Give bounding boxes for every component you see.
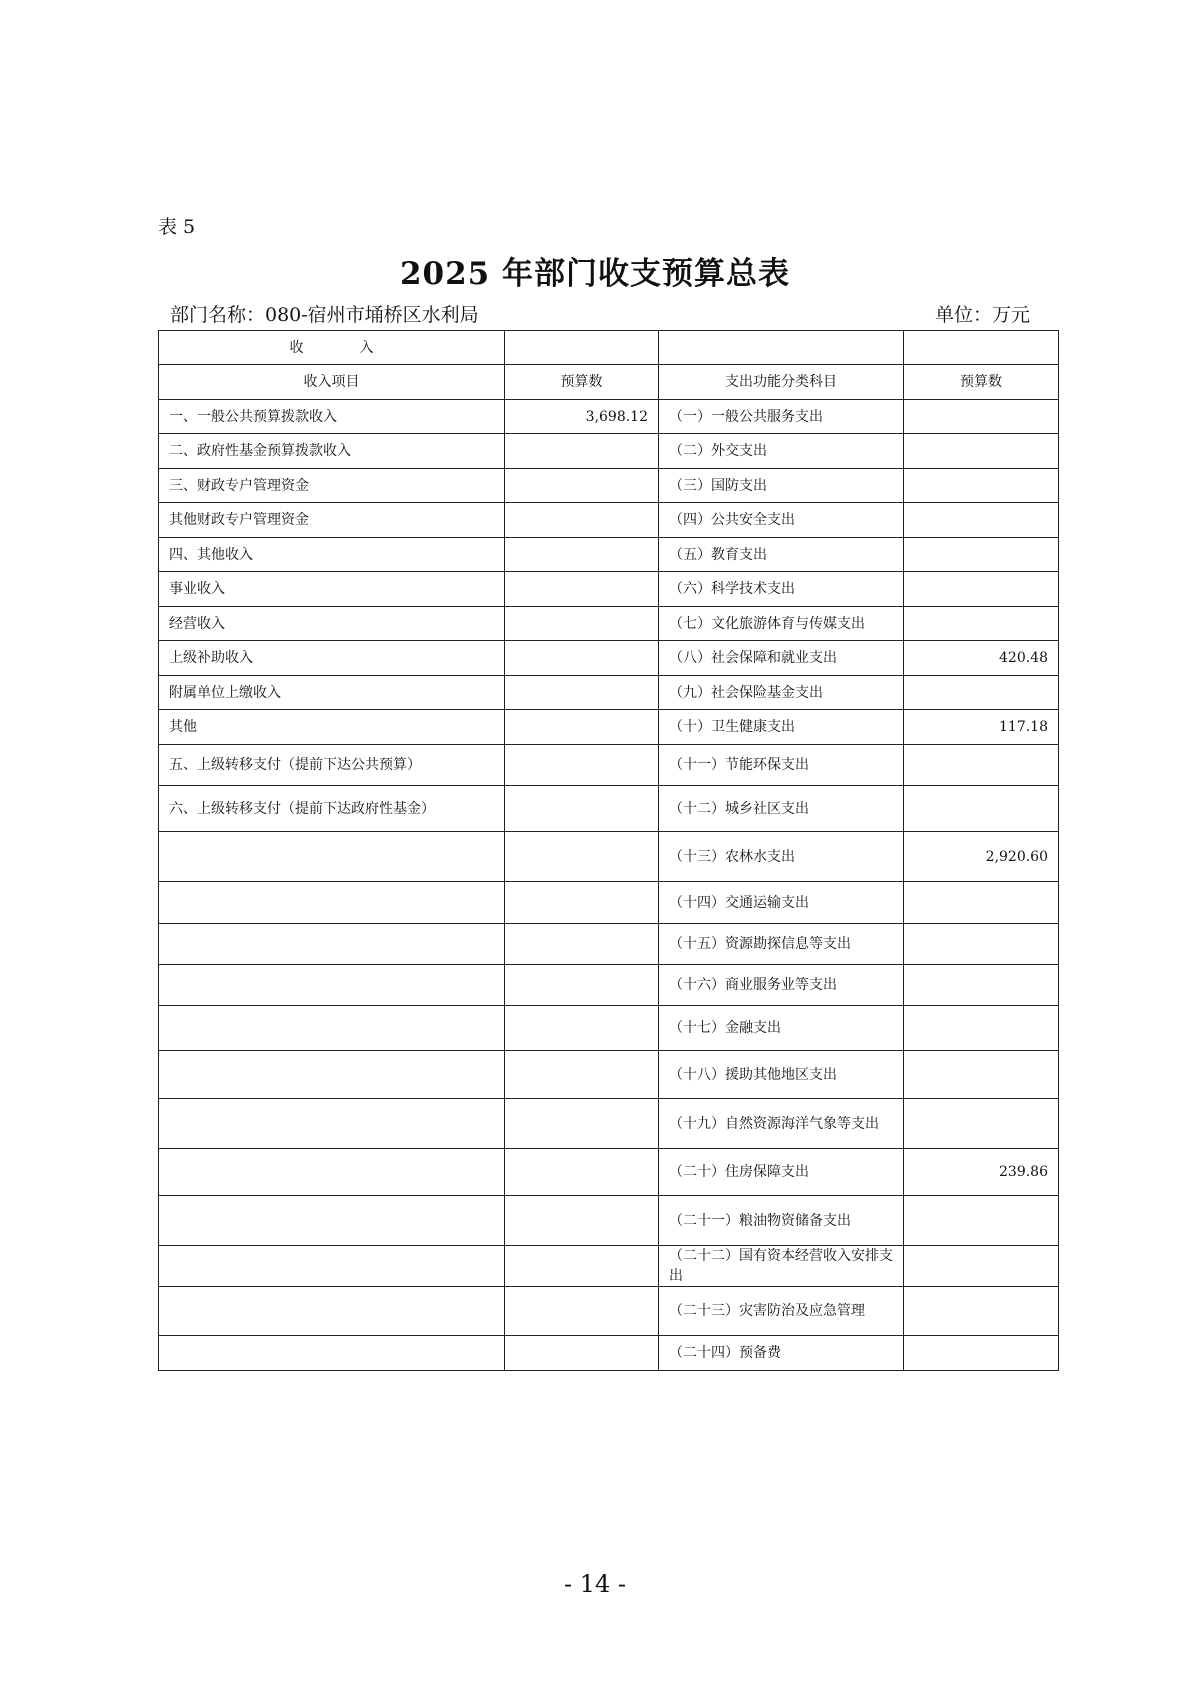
table-row: [159, 924, 1059, 965]
income-item-cell: [159, 1099, 505, 1149]
income-amount-cell: [505, 538, 659, 572]
expense-amount-cell: [904, 1246, 1059, 1287]
income-item-cell: [159, 1246, 505, 1287]
income-amount-cell: [505, 469, 659, 503]
income-item-cell: 六、上级转移支付（提前下达政府性基金）: [159, 786, 505, 832]
table-row: [159, 832, 1059, 882]
income-item-cell: 一、一般公共预算拨款收入: [159, 400, 505, 434]
expense-amount-cell: 2,920.60: [904, 832, 1059, 882]
income-amount-cell: [505, 572, 659, 607]
income-amount-cell: [505, 965, 659, 1006]
expense-amount-cell: [904, 538, 1059, 572]
expense-amount-cell: [904, 882, 1059, 924]
income-amount-cell: [505, 786, 659, 832]
header-group-row: [159, 331, 1059, 365]
expense-item-cell: （三）国防支出: [659, 469, 904, 503]
expense-amount-cell: [904, 1099, 1059, 1149]
blank-cell: [505, 331, 659, 365]
expense-amount-cell: 239.86: [904, 1149, 1059, 1196]
income-item-cell: [159, 1006, 505, 1051]
expense-amount-cell: [904, 469, 1059, 503]
table-row: [159, 434, 1059, 469]
income-item-cell: [159, 1051, 505, 1099]
table-row: [159, 572, 1059, 607]
expense-item-cell: （十六）商业服务业等支出: [659, 965, 904, 1006]
expense-amount-cell: [904, 503, 1059, 538]
table-row: [159, 503, 1059, 538]
expense-item-cell: （十二）城乡社区支出: [659, 786, 904, 832]
income-group-header: 收 入: [159, 331, 505, 365]
expense-item-cell: （十）卫生健康支出: [659, 710, 904, 745]
income-amount-cell: [505, 1006, 659, 1051]
income-amount-cell: [505, 1149, 659, 1196]
income-amount-cell: [505, 641, 659, 676]
expense-amount-cell: [904, 572, 1059, 607]
table-row: [159, 607, 1059, 641]
income-amount-cell: [505, 1246, 659, 1287]
expense-amount-cell: [904, 786, 1059, 832]
income-item-cell: [159, 1336, 505, 1371]
income-amount-cell: [505, 1099, 659, 1149]
expense-item-cell: （十三）农林水支出: [659, 832, 904, 882]
income-amount-cell: [505, 503, 659, 538]
expense-item-cell: （二）外交支出: [659, 434, 904, 469]
expense-item-header: 支出功能分类科目: [659, 365, 904, 400]
expense-amount-cell: [904, 1336, 1059, 1371]
expense-item-cell: （二十二）国有资本经营收入安排支出: [659, 1246, 904, 1287]
table-row: [159, 641, 1059, 676]
income-item-cell: 经营收入: [159, 607, 505, 641]
table-label: 表 5: [158, 216, 196, 238]
expense-item-cell: （九）社会保险基金支出: [659, 676, 904, 710]
table-row: [159, 965, 1059, 1006]
expense-item-cell: （十四）交通运输支出: [659, 882, 904, 924]
header-row: [159, 365, 1059, 400]
income-item-cell: [159, 1196, 505, 1246]
department-name: 部门名称：080-宿州市埇桥区水利局: [170, 304, 479, 326]
table-row: [159, 400, 1059, 434]
table-row: [159, 745, 1059, 786]
expense-item-cell: （八）社会保障和就业支出: [659, 641, 904, 676]
expense-amount-cell: [904, 434, 1059, 469]
income-item-header: 收入项目: [159, 365, 505, 400]
expense-amount-cell: [904, 1287, 1059, 1336]
income-amount-cell: 3,698.12: [505, 400, 659, 434]
expense-amount-cell: [904, 607, 1059, 641]
income-item-cell: 三、财政专户管理资金: [159, 469, 505, 503]
expense-item-cell: （十九）自然资源海洋气象等支出: [659, 1099, 904, 1149]
expense-item-cell: （十五）资源勘探信息等支出: [659, 924, 904, 965]
table-row: [159, 538, 1059, 572]
expense-item-cell: （二十三）灾害防治及应急管理: [659, 1287, 904, 1336]
table-row: [159, 710, 1059, 745]
expense-amount-cell: [904, 965, 1059, 1006]
income-amount-cell: [505, 710, 659, 745]
expense-amount-cell: [904, 400, 1059, 434]
expense-amount-cell: [904, 745, 1059, 786]
expense-item-cell: （十一）节能环保支出: [659, 745, 904, 786]
income-item-cell: [159, 924, 505, 965]
expense-item-cell: （七）文化旅游体育与传媒支出: [659, 607, 904, 641]
expense-amount-cell: [904, 676, 1059, 710]
expense-item-cell: （五）教育支出: [659, 538, 904, 572]
expense-budget-header: 预算数: [904, 365, 1059, 400]
expense-item-cell: （一）一般公共服务支出: [659, 400, 904, 434]
income-amount-cell: [505, 1336, 659, 1371]
income-item-cell: 上级补助收入: [159, 641, 505, 676]
blank-cell: [904, 331, 1059, 365]
expense-item-cell: （二十）住房保障支出: [659, 1149, 904, 1196]
income-item-cell: 事业收入: [159, 572, 505, 607]
table-row: [159, 1006, 1059, 1051]
income-item-cell: 四、其他收入: [159, 538, 505, 572]
income-item-cell: [159, 882, 505, 924]
table-row: [159, 1051, 1059, 1099]
table-row: [159, 469, 1059, 503]
expense-amount-cell: [904, 1051, 1059, 1099]
unit-label: 单位：万元: [934, 304, 1030, 326]
expense-amount-cell: 117.18: [904, 710, 1059, 745]
expense-amount-cell: [904, 1196, 1059, 1246]
table-row: [159, 786, 1059, 832]
table-row: [159, 676, 1059, 710]
blank-cell: [659, 331, 904, 365]
income-item-cell: [159, 1287, 505, 1336]
income-item-cell: [159, 965, 505, 1006]
budget-table: [158, 330, 1059, 1371]
income-amount-cell: [505, 434, 659, 469]
expense-item-cell: （二十一）粮油物资储备支出: [659, 1196, 904, 1246]
expense-amount-cell: [904, 1006, 1059, 1051]
table-row: [159, 1196, 1059, 1246]
income-amount-cell: [505, 1287, 659, 1336]
income-item-cell: 附属单位上缴收入: [159, 676, 505, 710]
table-row: [159, 1099, 1059, 1149]
expense-item-cell: （十八）援助其他地区支出: [659, 1051, 904, 1099]
income-item-cell: 其他财政专户管理资金: [159, 503, 505, 538]
table-row: [159, 882, 1059, 924]
expense-item-cell: （六）科学技术支出: [659, 572, 904, 607]
income-item-cell: [159, 1149, 505, 1196]
income-item-cell: [159, 832, 505, 882]
table-row: [159, 1287, 1059, 1336]
income-amount-cell: [505, 882, 659, 924]
expense-item-cell: （四）公共安全支出: [659, 503, 904, 538]
income-amount-cell: [505, 832, 659, 882]
expense-item-cell: （十七）金融支出: [659, 1006, 904, 1051]
income-amount-cell: [505, 924, 659, 965]
page-title: 2025 年部门收支预算总表: [399, 256, 791, 292]
income-amount-cell: [505, 1051, 659, 1099]
expense-amount-cell: [904, 924, 1059, 965]
income-amount-cell: [505, 676, 659, 710]
expense-item-cell: （二十四）预备费: [659, 1336, 904, 1371]
table-row: [159, 1246, 1059, 1287]
income-amount-cell: [505, 607, 659, 641]
income-budget-header: 预算数: [505, 365, 659, 400]
expense-amount-cell: 420.48: [904, 641, 1059, 676]
table-row: [159, 1336, 1059, 1371]
page-number: - 14 -: [563, 1570, 626, 1598]
income-item-cell: 二、政府性基金预算拨款收入: [159, 434, 505, 469]
table-row: [159, 1149, 1059, 1196]
income-item-cell: 其他: [159, 710, 505, 745]
income-amount-cell: [505, 745, 659, 786]
income-item-cell: 五、上级转移支付（提前下达公共预算）: [159, 745, 505, 786]
income-amount-cell: [505, 1196, 659, 1246]
